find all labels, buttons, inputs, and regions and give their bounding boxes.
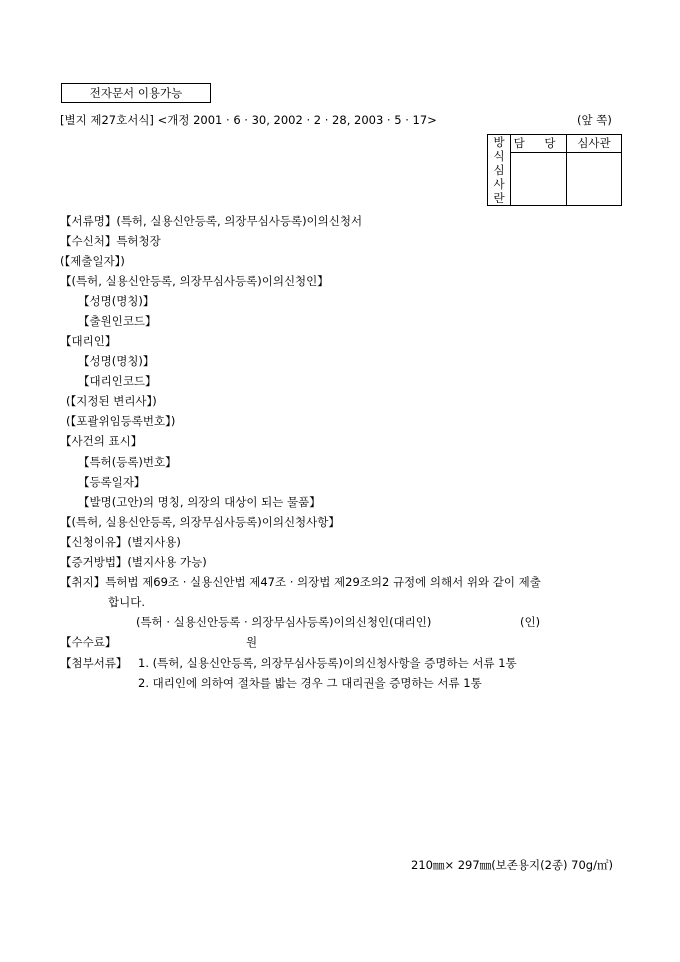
field-submission-date: (【제출일자】) — [60, 254, 125, 268]
field-agent: 【대리인】 — [60, 334, 117, 348]
field-recipient: 【수신처】특허청장 — [60, 234, 161, 248]
approval-table — [487, 134, 622, 206]
field-fee-unit: 원 — [246, 635, 258, 649]
approval-col-officer: 담 당 — [511, 135, 567, 153]
approval-col-examiner: 심사관 — [567, 135, 622, 153]
field-evidence: 【증거방법】(별지사용 가능) — [60, 555, 207, 569]
approval-cell-examiner[interactable] — [567, 153, 622, 206]
electronic-doc-badge: 전자문서 이용가능 — [61, 83, 211, 103]
field-applicant-name: 【성명(명칭)】 — [78, 294, 155, 308]
field-attach-label: 【첨부서류】 — [60, 656, 128, 670]
field-applicant: 【(특허, 실용신안등록, 의장무심사등록)이의신청인】 — [60, 274, 329, 288]
field-agent-name: 【성명(명칭)】 — [78, 354, 155, 368]
approval-cell-officer[interactable] — [511, 153, 567, 206]
field-seal: (인) — [520, 615, 541, 629]
field-invention-title: 【발명(고안)의 명칭, 의장의 대상이 되는 물품】 — [78, 495, 321, 509]
approval-label: 방 식 심 사 란 — [488, 135, 511, 206]
field-purpose-line2: 합니다. — [108, 595, 145, 609]
field-registration-date: 【등록일자】 — [78, 475, 146, 489]
page-side-label: (앞 쪽) — [577, 113, 612, 127]
field-attach-1: 1. (특허, 실용신안등록, 의장무심사등록)이의신청사항을 증명하는 서류 1통 — [138, 656, 517, 670]
field-purpose-line1: 【취지】특허법 제69조 · 실용신안법 제47조 · 의장법 제29조의2 규정에 의해서 위와 같이 제출 — [60, 575, 541, 589]
field-attach-2: 2. 대리인에 의하여 절차를 밟는 경우 그 대리권을 증명하는 서류 1통 — [138, 676, 482, 690]
form-number: [별지 제27호서식] <개정 2001 · 6 · 30, 2002 · 2 · 28, 2003 · 5 · 17> — [60, 113, 437, 127]
field-opposition-matters: 【(특허, 실용신안등록, 의장무심사등록)이의신청사항】 — [60, 515, 340, 529]
field-signatory: (특허 · 실용신안등록 · 의장무심사등록)이의신청인(대리인) — [136, 615, 432, 629]
paper-size-footer: 210㎜× 297㎜(보존용지(2종) 70g/㎡) — [411, 858, 613, 872]
field-fee-label: 【수수료】 — [60, 635, 117, 649]
field-designated-attorney: (【지정된 변리사】) — [66, 394, 157, 408]
field-reason: 【신청이유】(별지사용) — [60, 535, 181, 549]
field-case-indication: 【사건의 표시】 — [60, 434, 143, 448]
field-patent-number: 【특허(등록)번호】 — [78, 455, 177, 469]
field-blanket-power: (【포괄위임등록번호】) — [66, 414, 176, 428]
field-doc-name: 【서류명】(특허, 실용신안등록, 의장무심사등록)이의신청서 — [60, 214, 363, 228]
field-applicant-code: 【출원인코드】 — [78, 314, 157, 328]
field-agent-code: 【대리인코드】 — [78, 374, 157, 388]
